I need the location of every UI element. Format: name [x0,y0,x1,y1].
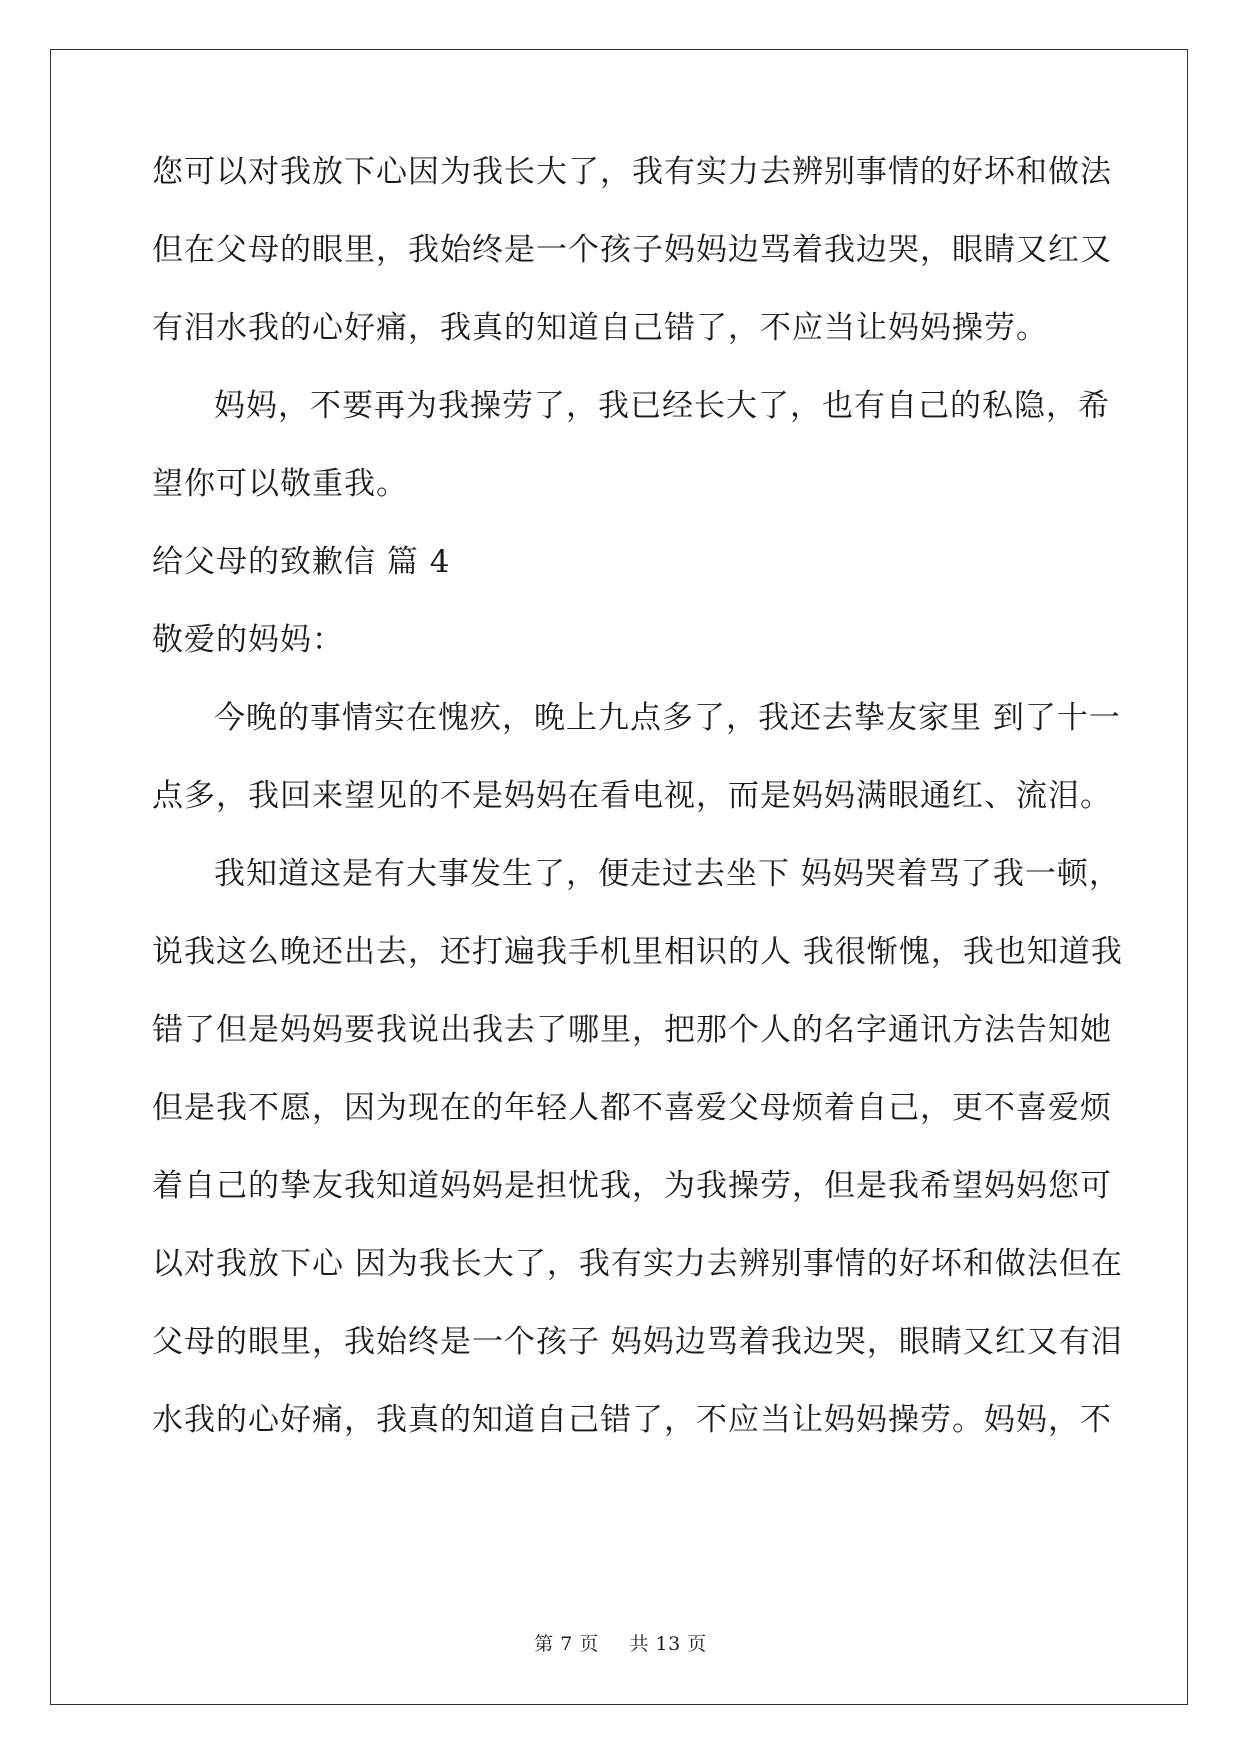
text-line: 着自己的挚友我知道妈妈是担忧我，为我操劳，但是我希望妈妈您可 [152,1168,1112,1204]
paragraph-line: 妈妈，不要再为我操劳了，我已经长大了，也有自己的私隐，希 [214,388,1110,424]
text-line: 但是我不愿，因为现在的年轻人都不喜爱父母烦着自己，更不喜爱烦 [152,1090,1112,1126]
text-line: 错了但是妈妈要我说出我去了哪里，把那个人的名字通讯方法告知她 [152,1012,1112,1048]
text-line: 说我这么晚还出去，还打遍我手机里相识的人 我很惭愧，我也知道我 [152,934,1123,970]
text-line: 点多，我回来望见的不是妈妈在看电视，而是妈妈满眼通红、流泪。 [152,778,1112,814]
text-line: 有泪水我的心好痛，我真的知道自己错了，不应当让妈妈操劳。 [152,310,1048,346]
paragraph-line: 今晚的事情实在愧疚，晚上九点多了，我还去挚友家里 到了十一 [214,700,1121,736]
text-line: 望你可以敬重我。 [152,466,408,502]
text-line: 但在父母的眼里，我始终是一个孩子妈妈边骂着我边哭，眼睛又红又 [152,232,1112,268]
salutation: 敬爱的妈妈： [152,622,344,658]
paragraph-line: 我知道这是有大事发生了，便走过去坐下 妈妈哭着骂了我一顿， [214,856,1121,892]
text-line: 您可以对我放下心因为我长大了，我有实力去辨别事情的好坏和做法 [152,154,1112,190]
page-total: 共 13 页 [629,1633,707,1655]
page-number: 第 7 页 [534,1633,599,1655]
section-heading: 给父母的致歉信 篇 4 [152,544,451,580]
page-footer [0,1632,1241,1656]
text-line: 以对我放下心 因为我长大了，我有实力去辨别事情的好坏和做法但在 [152,1246,1123,1282]
text-line: 水我的心好痛，我真的知道自己错了，不应当让妈妈操劳。妈妈，不 [152,1402,1112,1438]
text-line: 父母的眼里，我始终是一个孩子 妈妈边骂着我边哭，眼睛又红又有泪 [152,1324,1123,1360]
